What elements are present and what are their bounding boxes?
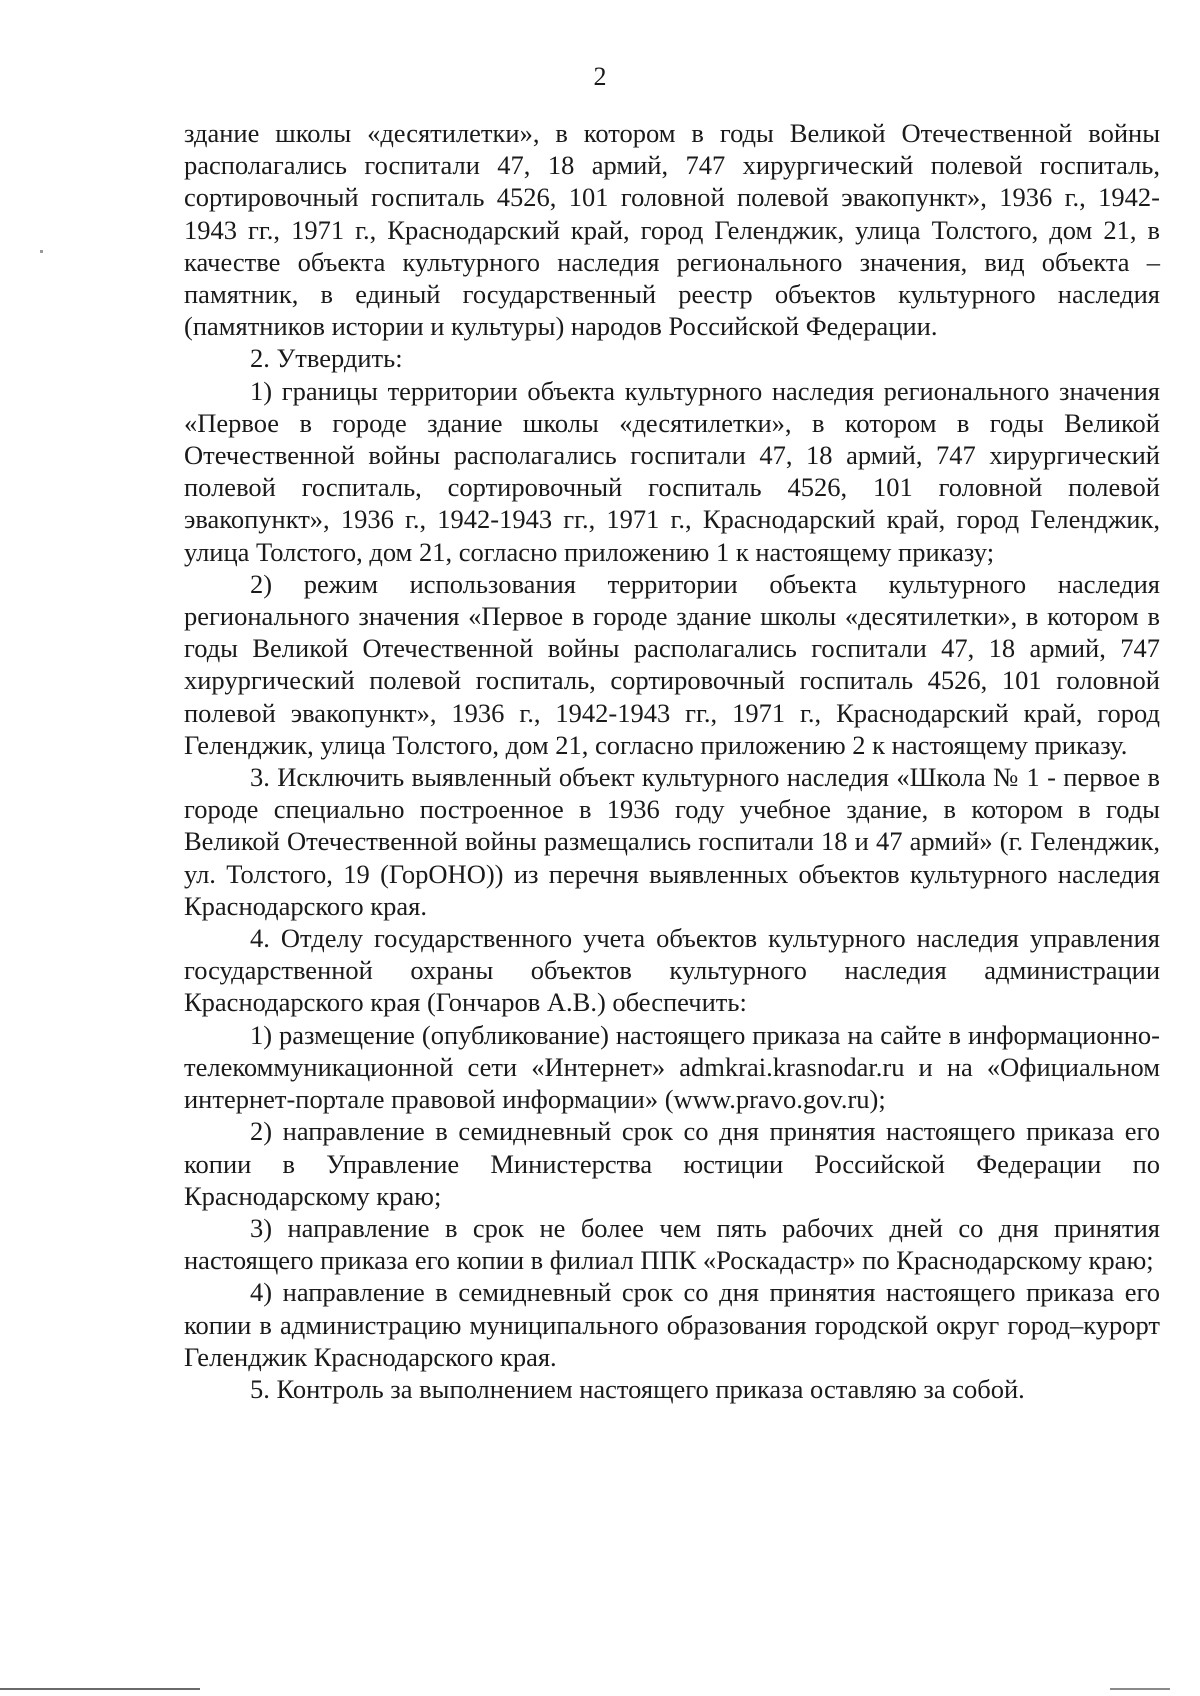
paragraph-item-5: 5. Контроль за выполнением настоящего приказа оставляю за собой.	[250, 1373, 1025, 1404]
bottom-edge-line-left	[0, 1688, 200, 1690]
paragraph-item-4-1: 1) размещение (опубликование) настоящего приказа на сайте в информационно-телекоммуникационной сети «Интернет» admkrai.krasnodar.ru и на «Официальном интернет-портале правовой информации» (www.pravo.gov.ru);	[184, 1019, 1160, 1115]
paragraph-item-2-1: 1) границы территории объекта культурного наследия регионального значения «Первое в городе здание школы «десятилетки», в котором в годы Великой Отечественной войны располагались госпитали 47, 18 армий, 747 хирургический полевой госпиталь, сортировочный госпиталь 4526, 101 головной полевой эвакопункт», 1936 г., 1942-1943 гг., 1971 г., Краснодарский край, город Геленджик, улица Толстого, дом 21, согласно приложению 1 к настоящему приказу;	[184, 375, 1160, 567]
paragraph-item-3: 3. Исключить выявленный объект культурного наследия «Школа № 1 - первое в городе специально построенное в 1936 году учебное здание, в котором в годы Великой Отечественной войны размещались госпитали 18 и 47 армий» (г. Геленджик, ул. Толстого, 19 (ГорОНО)) из перечня выявленных объектов культурного наследия Краснодарского края.	[184, 762, 1160, 921]
paragraph-continuation: здание школы «десятилетки», в котором в годы Великой Отечественной войны располагались госпитали 47, 18 армий, 747 хирургический полевой госпиталь, сортировочный госпиталь 4526, 101 головной полевой эвакопункт», 1936 г., 1942-1943 гг., 1971 г., Краснодарский край, город Геленджик, улица Толстого, дом 21, в качестве объекта культурного наследия регионального значения, вид объекта – памятник, в единый государственный реестр объектов культурного наследия (памятников истории и культуры) народов Российской Федерации.	[184, 118, 1160, 342]
paragraph-item-4-4: 4) направление в семидневный срок со дня принятия настоящего приказа его копии в администрацию муниципального образования городской округ город–курорт Геленджик Краснодарского края.	[184, 1277, 1160, 1372]
bottom-edge-line-right	[1110, 1688, 1170, 1690]
document-body	[184, 117, 1160, 1405]
page-number: 2	[593, 62, 607, 91]
paragraph-item-4-3: 3) направление в срок не более чем пять рабочих дней со дня принятия настоящего приказа его копии в филиал ППК «Роскадастр» по Краснодарскому краю;	[184, 1212, 1160, 1276]
scan-artifact-dot	[40, 250, 43, 253]
paragraph-item-4: 4. Отделу государственного учета объектов культурного наследия управления государственной охраны объектов культурного наследия администрации Краснодарского края (Гончаров А.В.) обеспечить:	[184, 923, 1160, 1018]
paragraph-item-4-2: 2) направление в семидневный срок со дня принятия настоящего приказа его копии в Управление Министерства юстиции Российской Федерации по Краснодарскому краю;	[184, 1116, 1160, 1211]
paragraph-item-2-2: 2) режим использования территории объекта культурного наследия регионального значения «Первое в городе здание школы «десятилетки», в котором в годы Великой Отечественной войны располагались госпитали 47, 18 армий, 747 хирургический полевой госпиталь, сортировочный госпиталь 4526, 101 головной полевой эвакопункт», 1936 г., 1942-1943 гг., 1971 г., Краснодарский край, город Геленджик, улица Толстого, дом 21, согласно приложению 2 к настоящему приказу.	[184, 568, 1160, 760]
paragraph-item-2: 2. Утвердить:	[250, 343, 403, 374]
